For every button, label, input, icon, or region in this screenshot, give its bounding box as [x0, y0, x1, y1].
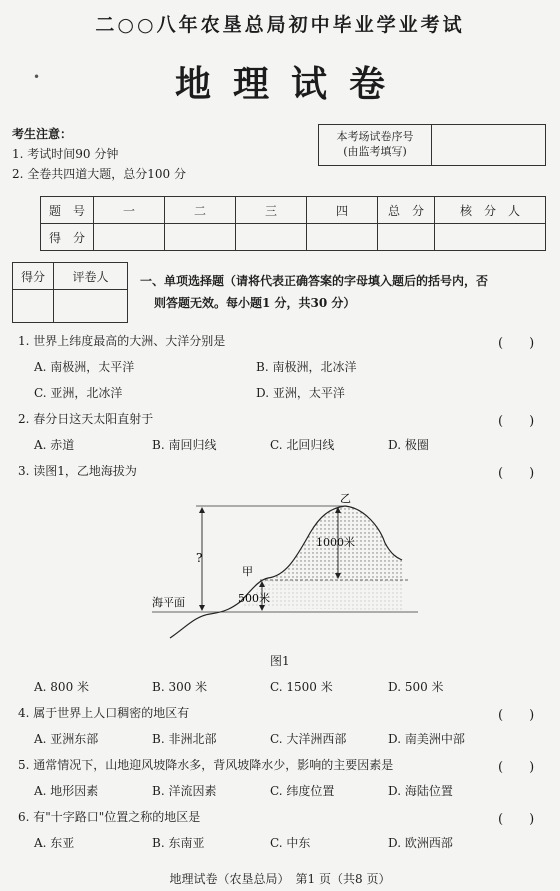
score-cell[interactable] [307, 224, 378, 251]
question-4-option-a: A. 亚洲东部 [34, 732, 99, 746]
label-1000m: 1000米 [316, 536, 355, 549]
section-1-line1: 一、单项选择题（请将代表正确答案的字母填入题后的括号内，否 [140, 274, 489, 288]
subject-title: 地理试卷 [174, 63, 407, 105]
grader-score-cell[interactable] [13, 290, 54, 323]
answer-bracket[interactable]: ( ) [498, 708, 535, 723]
question-4-option-b: B. 非洲北部 [152, 732, 217, 746]
serial-number-field[interactable] [432, 125, 545, 165]
answer-bracket[interactable]: ( ) [498, 414, 535, 429]
serial-label-line2: (由监考填写) [343, 145, 407, 158]
answer-bracket[interactable]: ( ) [498, 336, 535, 351]
question-1-option-d: D. 亚洲，太平洋 [256, 386, 345, 400]
question-2-option-a: A. 赤道 [34, 438, 75, 452]
score-cell[interactable] [435, 224, 546, 251]
score-header-cell: 题 号 [41, 197, 94, 224]
answer-bracket[interactable]: ( ) [498, 760, 535, 775]
question-5-stem: 5. 通常情况下，山地迎风坡降水多，背风坡降水少，影响的主要因素是 [18, 758, 394, 772]
question-6-option-d: D. 欧洲西部 [388, 836, 453, 850]
figure-1-elevation-diagram [140, 488, 430, 648]
notice-heading: 考生注意： [12, 127, 73, 141]
question-1-stem: 1. 世界上纬度最高的大洲、大洋分别是 [18, 334, 226, 348]
question-3-option-a: A. 800 米 [34, 680, 90, 694]
question-2-stem: 2. 春分日这天太阳直射于 [18, 412, 154, 426]
question-5-option-c: C. 纬度位置 [270, 784, 335, 798]
question-3-option-d: D. 500 米 [388, 680, 444, 694]
section-1-heading [140, 270, 550, 314]
grader-table [12, 262, 128, 323]
grader-name-label: 评卷人 [54, 263, 128, 290]
score-header-cell: 二 [165, 197, 236, 224]
notice-item: 1. 考试时间90 分钟 [12, 147, 119, 161]
score-header-cell: 一 [94, 197, 165, 224]
score-cell[interactable] [94, 224, 165, 251]
question-4-option-c: C. 大洋洲西部 [270, 732, 347, 746]
question-6-option-a: A. 东亚 [34, 836, 75, 850]
question-4-stem: 4. 属于世界上人口稠密的地区有 [18, 706, 190, 720]
question-3-option-b: B. 300 米 [152, 680, 208, 694]
decorative-dot: • [33, 70, 41, 84]
question-6-option-c: C. 中东 [270, 836, 311, 850]
question-2-option-c: C. 北回归线 [270, 438, 335, 452]
question-1-option-a: A. 南极洲，太平洋 [34, 360, 135, 374]
score-header-cell: 三 [236, 197, 307, 224]
grader-name-cell[interactable] [54, 290, 128, 323]
label-jia: 甲 [242, 565, 253, 578]
score-row-label: 得 分 [41, 224, 94, 251]
score-cell[interactable] [165, 224, 236, 251]
score-header-cell: 四 [307, 197, 378, 224]
question-5-option-a: A. 地形因素 [34, 784, 99, 798]
grader-score-label: 得分 [13, 263, 54, 290]
question-3-option-c: C. 1500 米 [270, 680, 333, 694]
label-sea-level: 海平面 [152, 596, 185, 609]
serial-label [319, 125, 432, 165]
candidate-notice [12, 124, 186, 184]
question-4-option-d: D. 南美洲中部 [388, 732, 465, 746]
section-1-line2: 则答题无效。每小题1 分，共30 分） [154, 296, 356, 310]
question-5-option-d: D. 海陆位置 [388, 784, 453, 798]
label-yi: 乙 [340, 492, 351, 505]
question-2-option-d: D. 极圈 [388, 438, 429, 452]
answer-bracket[interactable]: ( ) [498, 812, 535, 827]
question-5-option-b: B. 洋流因素 [152, 784, 217, 798]
score-header-cell: 核 分 人 [435, 197, 546, 224]
answer-bracket[interactable]: ( ) [498, 466, 535, 481]
question-1-option-b: B. 南极洲，北冰洋 [256, 360, 357, 374]
figure-1-caption: 图1 [270, 654, 290, 668]
page-footer: 地理试卷（农垦总局） 第1 页（共8 页） [169, 872, 391, 886]
question-6-stem: 6. 有"十字路口"位置之称的地区是 [18, 810, 201, 824]
score-table-value-row [41, 224, 546, 251]
serial-number-box [318, 124, 546, 166]
score-table-header-row [41, 197, 546, 224]
label-question-mark: ? [196, 551, 203, 565]
question-3-stem: 3. 读图1，乙地海拔为 [18, 464, 137, 478]
score-cell[interactable] [378, 224, 435, 251]
question-6-option-b: B. 东南亚 [152, 836, 205, 850]
label-500m: 500米 [238, 592, 270, 605]
exam-title: 二○○八年农垦总局初中毕业学业考试 [95, 14, 465, 36]
notice-item: 2. 全卷共四道大题，总分100 分 [12, 167, 186, 181]
score-table [40, 196, 546, 251]
serial-label-line1: 本考场试卷序号 [336, 130, 414, 143]
score-header-cell: 总 分 [378, 197, 435, 224]
question-2-option-b: B. 南回归线 [152, 438, 217, 452]
score-cell[interactable] [236, 224, 307, 251]
question-1-option-c: C. 亚洲，北冰洋 [34, 386, 123, 400]
